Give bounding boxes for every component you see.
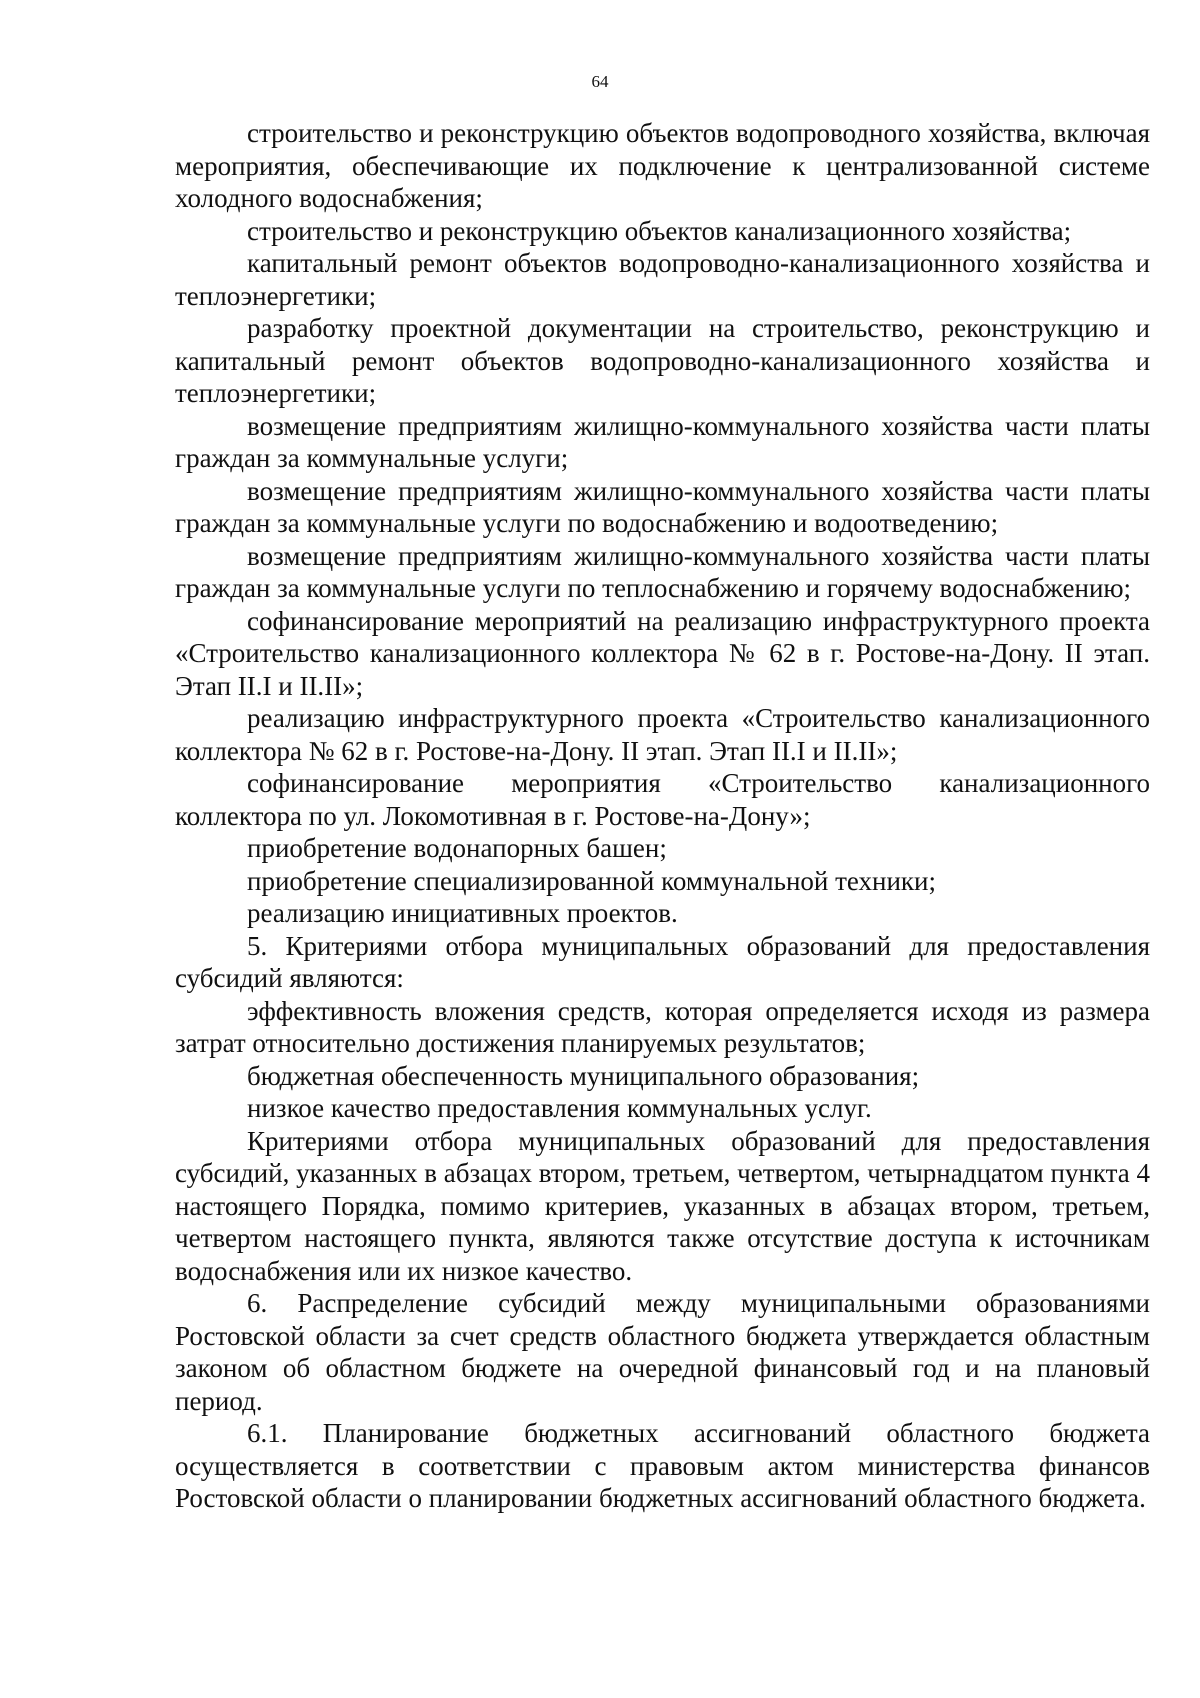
document-body [175,117,1150,1515]
paragraph: Критериями отбора муниципальных образований для предоставления субсидий, указанных в абзацах втором, третьем, четвертом, четырнадцатом пункта 4 настоящего Порядка, помимо критериев, указанных в абзацах втором, третьем, четвертом настоящего пункта, являются также отсутствие доступа к источникам водоснабжения или их низкое качество. [175,1125,1150,1286]
paragraph: приобретение водонапорных башен; [247,833,667,863]
paragraph: капитальный ремонт объектов водопроводно-канализационного хозяйства и теплоэнергетики; [175,248,1150,311]
paragraph: возмещение предприятиям жилищно-коммунального хозяйства части платы граждан за коммунальные услуги по теплоснабжению и горячему водоснабжению; [175,540,1150,603]
paragraph: софинансирование мероприятия «Строительство канализационного коллектора по ул. Локомотивная в г. Ростове-на-Дону»; [175,768,1150,831]
paragraph: возмещение предприятиям жилищно-коммунального хозяйства части платы граждан за коммунальные услуги; [175,410,1150,473]
page-number: 64 [591,72,609,91]
paragraph: разработку проектной документации на строительство, реконструкцию и капитальный ремонт объектов водопроводно-канализационного хозяйства и теплоэнергетики; [175,313,1150,408]
paragraph: строительство и реконструкцию объектов канализационного хозяйства; [247,215,1072,246]
paragraph: низкое качество предоставления коммунальных услуг. [247,1093,872,1123]
paragraph: реализацию инициативных проектов. [247,898,678,928]
paragraph: софинансирование мероприятий на реализацию инфраструктурного проекта «Строительство канализационного коллектора № 62 в г. Ростове-на-Дону. II этап. Этап II.I и II.II»; [175,605,1150,701]
paragraph: строительство и реконструкцию объектов водопроводного хозяйства, включая мероприятия, обеспечивающие их подключение к централизованной системе холодного водоснабжения; [175,118,1150,213]
paragraph: эффективность вложения средств, которая определяется исходя из размера затрат относительно достижения планируемых результатов; [175,995,1150,1058]
paragraph: 5. Критериями отбора муниципальных образований для предоставления субсидий являются: [175,930,1150,993]
paragraph: приобретение специализированной коммунальной техники; [247,865,936,896]
paragraph: 6.1. Планирование бюджетных ассигнований областного бюджета осуществляется в соответствии с правовым актом министерства финансов Ростовской области о планировании бюджетных ассигнований областного бюджета. [175,1418,1150,1513]
paragraph: бюджетная обеспеченность муниципального образования; [247,1060,920,1091]
paragraph: 6. Распределение субсидий между муниципальными образованиями Ростовской области за счет средств областного бюджета утверждается областным законом об областном бюджете на очередной финансовый год и на плановый период. [175,1288,1150,1416]
paragraph: реализацию инфраструктурного проекта «Строительство канализационного коллектора № 62 в г. Ростове-на-Дону. II этап. Этап II.I и II.II»; [175,703,1150,766]
paragraph: возмещение предприятиям жилищно-коммунального хозяйства части платы граждан за коммунальные услуги по водоснабжению и водоотведению; [175,475,1150,538]
